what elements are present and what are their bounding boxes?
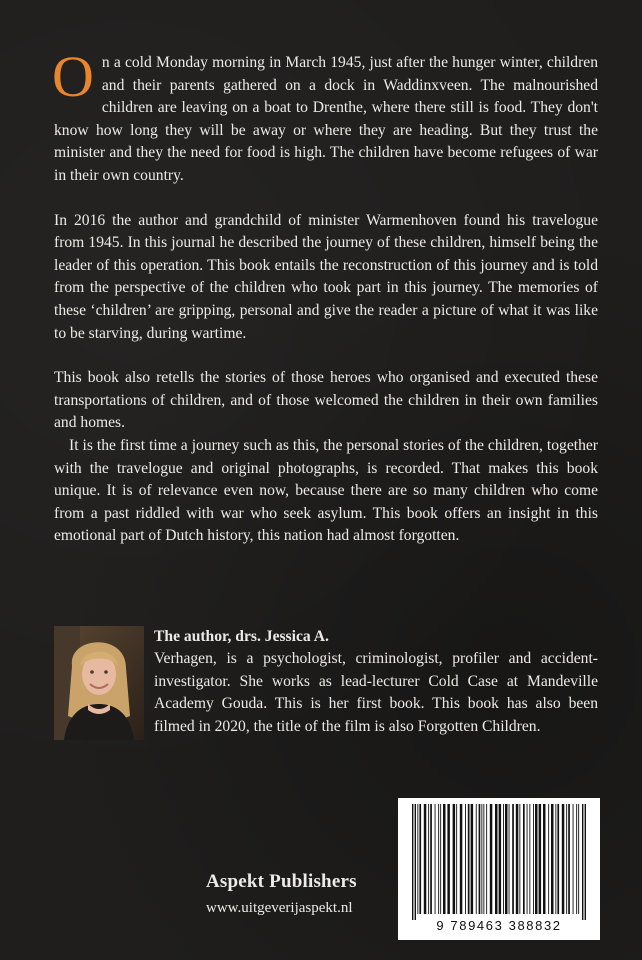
barcode-bar <box>465 804 466 914</box>
barcode-bar <box>486 804 487 914</box>
author-heading: The author, drs. Jessica A. <box>154 628 329 645</box>
barcode-bar <box>417 804 418 914</box>
barcode-bar <box>509 804 510 914</box>
barcode-bar <box>415 804 416 920</box>
barcode-bar <box>516 804 519 914</box>
author-photo <box>54 626 144 740</box>
barcode-bar <box>453 804 456 914</box>
barcode-bar <box>585 804 586 920</box>
barcode-bar <box>566 804 567 914</box>
blurb-paragraph-4: It is the first time a journey such as this, the personal stories of the children, together with the travelogue and original photographs, is recorded. That makes this book unique. It is of relevance even now, because there are so many children who come from a past riddled with war who seek asylum. This book offers an insight in this emotional part of Dutch history, this nation had almost forgotten. <box>54 436 598 545</box>
author-portrait-icon <box>54 626 144 740</box>
barcode-bar <box>512 804 514 914</box>
barcode-bar <box>551 804 554 914</box>
barcode-bar <box>533 804 534 914</box>
barcode-bar <box>568 804 570 914</box>
barcode-bar <box>503 804 504 914</box>
barcode-bar <box>548 804 549 914</box>
barcode-bar <box>479 804 481 914</box>
author-bio <box>154 626 598 738</box>
barcode-bar <box>438 804 439 914</box>
barcode-bar <box>543 804 546 914</box>
barcode-bar <box>562 804 565 914</box>
drop-cap: O <box>52 44 94 109</box>
barcode-bar <box>582 804 583 920</box>
blurb-text <box>52 44 598 548</box>
isbn-number: 9 789463 388832 <box>436 918 562 933</box>
blurb-paragraph-1-text: n a cold Monday morning in March 1945, just after the hunger winter, children and their parents gathered on a dock in Waddinxveen. The malnourished children are leaving on a boat to Drenthe, where there still is food. They don't know how long they will be away or where they are heading. But they trust the minister and they the need for food is high. The children have become refugees of war in their own country. <box>54 54 598 184</box>
barcode-bar <box>576 804 577 914</box>
barcode-bar <box>419 804 421 914</box>
barcode-bar <box>440 804 441 914</box>
publisher-url: www.uitgeverijaspekt.nl <box>206 900 353 916</box>
barcode-bar <box>555 804 556 914</box>
blurb-paragraph-3: This book also retells the stories of those heroes who organised and executed these transportations of children, and of those welcomed the children in their own families and homes. <box>54 369 598 432</box>
barcode-bar <box>468 804 470 914</box>
barcode-bar <box>460 804 463 914</box>
barcode-bar <box>481 804 482 914</box>
blurb-paragraph-2: In 2016 the author and grandchild of minister Warmenhoven found his travelogue from 1945. In this journal he described the journey of these children, himself being the leader of this operation. This book entails the reconstruction of this journey and is told from the perspective of the children who took part in this journey. The memories of these ‘children’ are gripping, personal and give the reader a picture of what it was like to be starving, during wartime. <box>54 211 598 342</box>
barcode-bar <box>527 804 528 914</box>
barcode-bar <box>430 804 432 914</box>
isbn-barcode <box>398 798 600 940</box>
barcode-bar <box>505 804 508 914</box>
publisher-block <box>206 870 406 918</box>
barcode-bar <box>499 804 502 914</box>
author-bio-text: Verhagen, is a psychologist, criminologist, profiler and accident-investigator. She works as lead-lecturer Cold Case at Mandeville Academy Gouda. This is her first book. This book has also been filmed in 2020, the title of the film is also Forgotten Children. <box>154 650 598 735</box>
barcode-bar <box>483 804 484 914</box>
barcode-bar <box>435 804 436 914</box>
publisher-name: Aspekt Publishers <box>206 871 357 892</box>
barcode-bar <box>447 804 450 914</box>
barcode-bar <box>519 804 520 914</box>
barcode-bar <box>539 804 542 914</box>
barcode-bar <box>424 804 427 914</box>
barcode-bar <box>523 804 525 914</box>
barcode-bar <box>490 804 493 914</box>
barcode-bar <box>573 804 574 914</box>
barcode-bar <box>535 804 538 914</box>
barcode-bar <box>557 804 559 914</box>
barcode-bar <box>443 804 446 914</box>
barcode-bar <box>428 804 429 914</box>
barcode-bar <box>476 804 477 914</box>
barcode-bar <box>456 804 457 914</box>
barcode-bar <box>412 804 413 920</box>
barcode-bar <box>495 804 498 914</box>
barcode-bar <box>471 804 474 914</box>
barcode-bar <box>529 804 530 914</box>
barcode-bar <box>578 804 579 914</box>
blurb-paragraph-1 <box>52 44 598 188</box>
